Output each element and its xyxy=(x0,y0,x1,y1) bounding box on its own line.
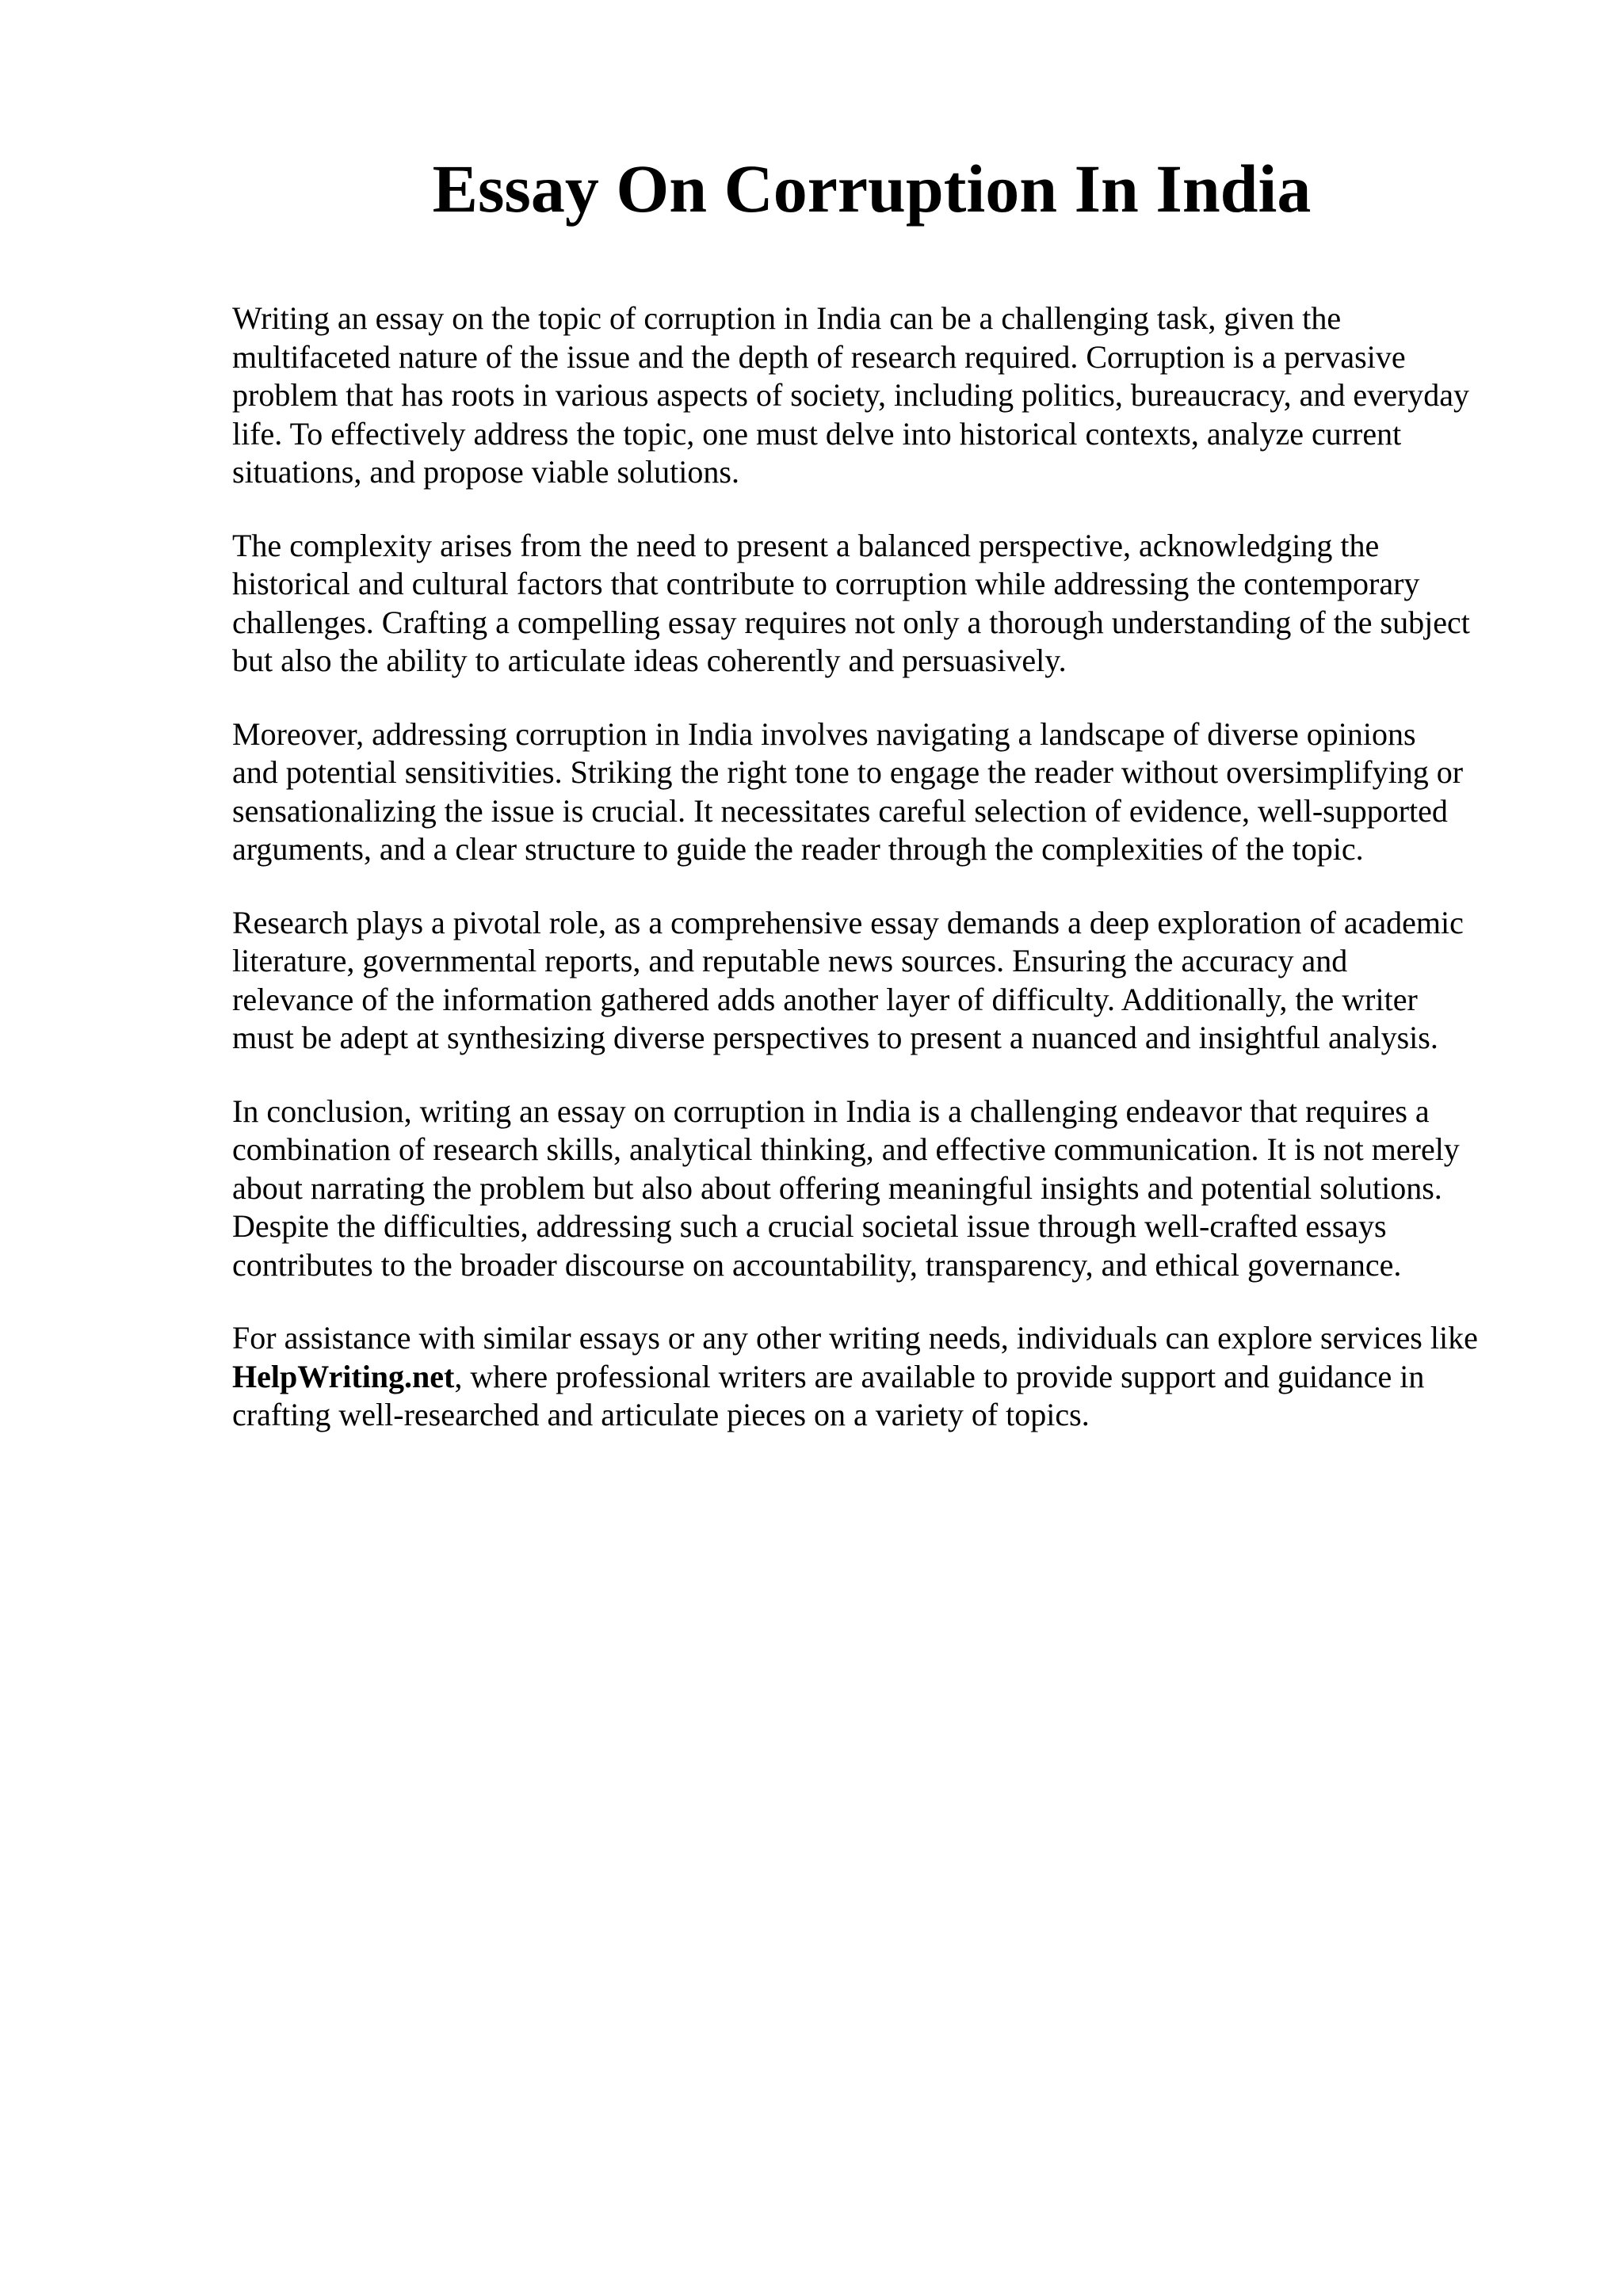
text-line: contributes to the broader discourse on accountability, transparency, and ethical governance. xyxy=(232,1246,1402,1283)
text-line: For assistance with similar essays or any other writing needs, individuals can explore services like xyxy=(232,1320,1478,1356)
text-line: In conclusion, writing an essay on corruption in India is a challenging endeavor that requires a xyxy=(232,1093,1430,1129)
paragraph-1 xyxy=(232,299,1532,492)
text-fragment: , where professional writers are available to provide support and guidance in xyxy=(454,1358,1425,1394)
paragraph-4 xyxy=(232,904,1532,1058)
text-line-with-link xyxy=(232,1358,1532,1397)
text-line: The complexity arises from the need to present a balanced perspective, acknowledging the xyxy=(232,527,1380,563)
paragraph-closing xyxy=(232,1319,1532,1435)
text-line: multifaceted nature of the issue and the depth of research required. Corruption is a pervasive xyxy=(232,338,1406,375)
paragraph-5 xyxy=(232,1093,1532,1285)
text-line: challenges. Crafting a compelling essay requires not only a thorough understanding of the subject xyxy=(232,604,1470,640)
text-line: Despite the difficulties, addressing such a crucial societal issue through well-crafted essays xyxy=(232,1208,1387,1244)
text-line: and potential sensitivities. Striking the right tone to engage the reader without oversimplifying or xyxy=(232,754,1464,790)
text-line: situations, and propose viable solutions. xyxy=(232,454,739,490)
paragraph-2 xyxy=(232,527,1532,681)
text-line: sensationalizing the issue is crucial. It necessitates careful selection of evidence, well-supported xyxy=(232,792,1448,829)
helpwriting-link[interactable]: HelpWriting.net xyxy=(232,1358,455,1394)
text-line: Research plays a pivotal role, as a comprehensive essay demands a deep exploration of academic xyxy=(232,904,1464,940)
text-line: relevance of the information gathered adds another layer of difficulty. Additionally, the writer xyxy=(232,981,1418,1017)
text-line: but also the ability to articulate ideas coherently and persuasively. xyxy=(232,643,1067,678)
text-line: about narrating the problem but also about offering meaningful insights and potential solutions. xyxy=(232,1169,1442,1206)
text-line: arguments, and a clear structure to guide the reader through the complexities of the topic. xyxy=(232,831,1364,867)
text-line: historical and cultural factors that contribute to corruption while addressing the contemporary xyxy=(232,566,1420,601)
text-line: life. To effectively address the topic, one must delve into historical contexts, analyze current xyxy=(232,415,1402,452)
text-line: combination of research skills, analytical thinking, and effective communication. It is not merely xyxy=(232,1131,1460,1167)
text-line: must be adept at synthesizing diverse perspectives to present a nuanced and insightful analysis. xyxy=(232,1020,1438,1055)
text-line: problem that has roots in various aspects of society, including politics, bureaucracy, and everyday xyxy=(232,377,1470,413)
text-line: crafting well-researched and articulate pieces on a variety of topics. xyxy=(232,1397,1090,1432)
text-line: literature, governmental reports, and reputable news sources. Ensuring the accuracy and xyxy=(232,943,1348,978)
text-line: Writing an essay on the topic of corruption in India can be a challenging task, given the xyxy=(232,300,1342,336)
page-title: Essay On Corruption In India xyxy=(432,151,1312,227)
text-line: Moreover, addressing corruption in India involves navigating a landscape of diverse opinions xyxy=(232,715,1416,752)
essay-body xyxy=(232,299,1532,1470)
paragraph-3 xyxy=(232,715,1532,869)
